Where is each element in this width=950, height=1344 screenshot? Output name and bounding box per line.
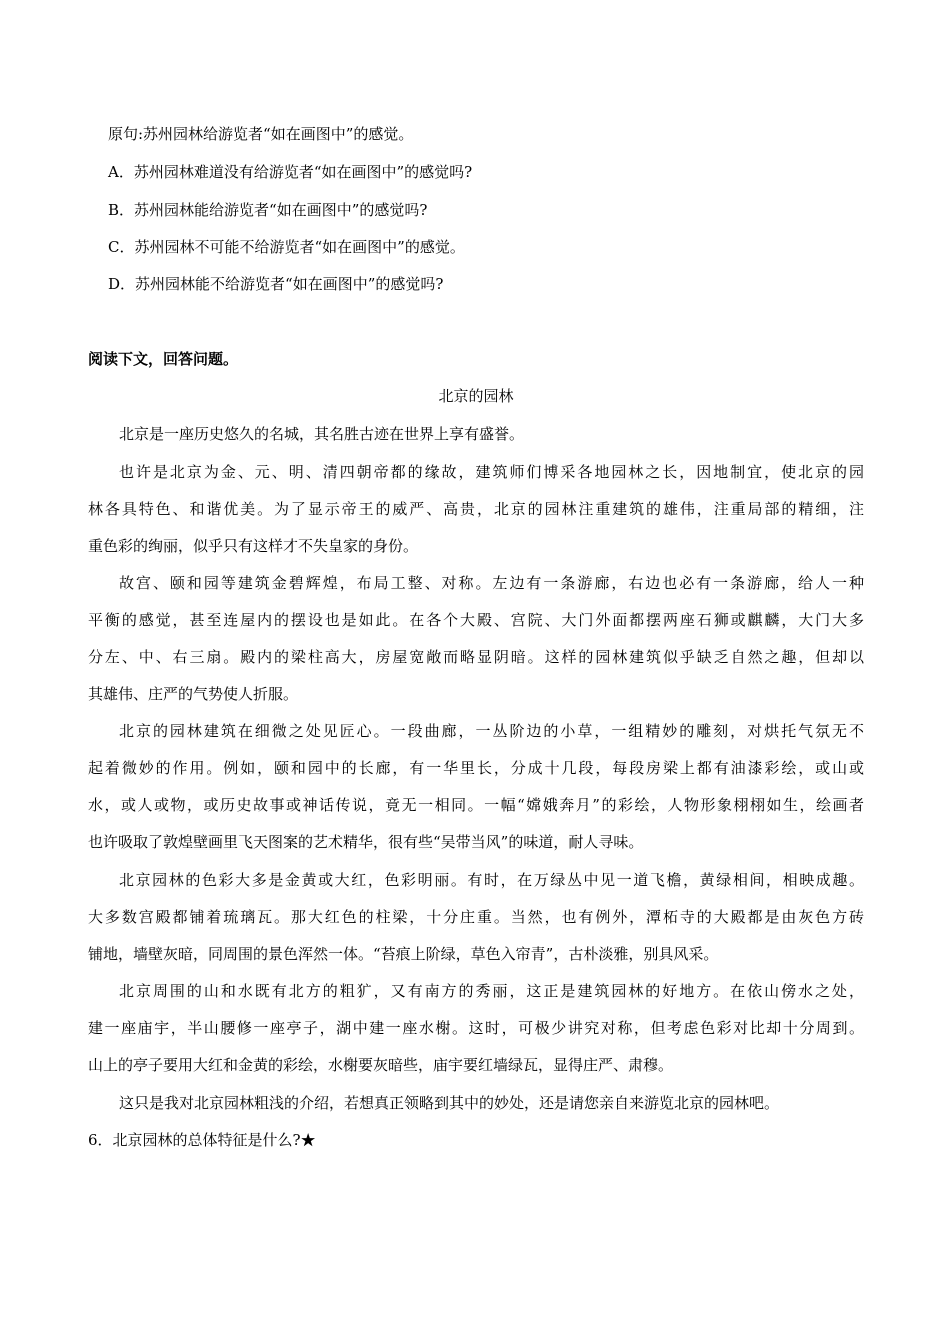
passage-line: 北京的园林建筑在细微之处见匠心。一段曲廊，一丛阶边的小草，一组精妙的雕刻，对烘托气氛无不 bbox=[119, 722, 864, 740]
option-a: A．苏州园林难道没有给游览者“如在画图中”的感觉吗? bbox=[108, 163, 473, 181]
passage-line: 北京是一座历史悠久的名城，其名胜古迹在世界上享有盛誉。 bbox=[119, 425, 525, 443]
passage-line: 起着微妙的作用。例如，颐和园中的长廊，有一华里长，分成十几段，每段房梁上都有油漆彩绘，或山或 bbox=[88, 759, 864, 777]
passage-title: 北京的园林 bbox=[438, 387, 514, 405]
original-sentence: 原句:苏州园林给游览者“如在画图中”的感觉。 bbox=[108, 125, 414, 143]
passage-line: 大多数宫殿都铺着琉璃瓦。那大红色的柱梁，十分庄重。当然，也有例外，潭柘寺的大殿都是由灰色方砖 bbox=[88, 908, 864, 926]
passage-line: 建一座庙宇，半山腰修一座亭子，湖中建一座水榭。这时，可极少讲究对称，但考虑色彩对比却十分周到。 bbox=[88, 1019, 864, 1037]
passage-line: 北京园林的色彩大多是金黄或大红，色彩明丽。有时，在万绿丛中见一道飞檐，黄绿相间，相映成趣。 bbox=[119, 871, 864, 889]
option-d: D．苏州园林能不给游览者“如在画图中”的感觉吗? bbox=[108, 275, 444, 293]
passage-line: 也许是北京为金、元、明、清四朝帝都的缘故，建筑师们博采各地园林之长，因地制宜，使北京的园 bbox=[119, 463, 864, 481]
passage-line: 水，或人或物，或历史故事或神话传说，竟无一相同。一幅“嫦娥奔月”的彩绘，人物形象栩栩如生，绘画者 bbox=[88, 796, 864, 814]
option-c: C．苏州园林不可能不给游览者“如在画图中”的感觉。 bbox=[108, 238, 465, 256]
passage-line: 重色彩的绚丽，似乎只有这样才不失皇家的身份。 bbox=[88, 537, 419, 555]
passage-line: 山上的亭子要用大红和金黄的彩绘，水榭要灰暗些，庙宇要红墙绿瓦，显得庄严、肃穆。 bbox=[88, 1056, 674, 1074]
passage-line: 林各具特色、和谐优美。为了显示帝王的威严、高贵，北京的园林注重建筑的雄伟，注重局部的精细，注 bbox=[88, 500, 864, 518]
passage-line: 这只是我对北京园林粗浅的介绍，若想真正领略到其中的妙处，还是请您亲自来游览北京的园林吧。 bbox=[119, 1094, 780, 1112]
passage-line: 铺地，墙壁灰暗，同周围的景色浑然一体。“苔痕上阶绿，草色入帘青”，古朴淡雅，别具风采。 bbox=[88, 945, 719, 963]
passage-line: 北京周围的山和水既有北方的粗犷，又有南方的秀丽，这正是建筑园林的好地方。在依山傍水之处， bbox=[119, 982, 864, 1000]
passage-line: 故宫、颐和园等建筑金碧辉煌，布局工整、对称。左边有一条游廊，右边也必有一条游廊，给人一种 bbox=[119, 574, 864, 592]
passage-line: 也许吸取了敦煌壁画里飞天图案的艺术精华，很有些“吴带当风”的味道，耐人寻味。 bbox=[88, 833, 644, 851]
passage-line: 分左、中、右三扇。殿内的梁柱高大，房屋宽敞而略显阴暗。这样的园林建筑似乎缺乏自然之趣，但却以 bbox=[88, 648, 864, 666]
passage-line: 平衡的感觉，甚至连屋内的摆设也是如此。在各个大殿、宫院、大门外面都摆两座石狮或麒麟，大门大多 bbox=[88, 611, 864, 629]
reading-instruction: 阅读下文，回答问题。 bbox=[88, 350, 239, 368]
passage-line: 其雄伟、庄严的气势使人折服。 bbox=[88, 685, 299, 703]
option-b: B．苏州园林能给游览者“如在画图中”的感觉吗? bbox=[108, 201, 428, 219]
question-6: 6．北京园林的总体特征是什么?★ bbox=[88, 1131, 316, 1149]
